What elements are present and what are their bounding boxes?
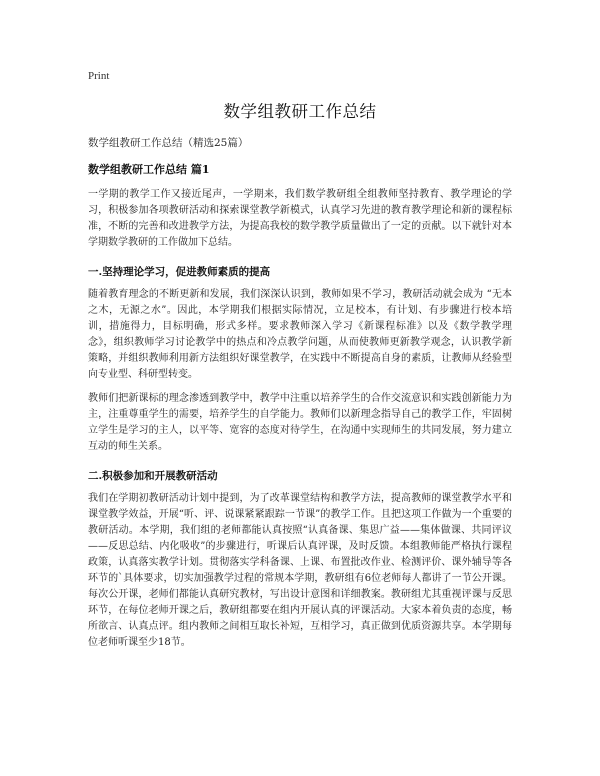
intro-paragraph: 一学期的教学工作又接近尾声，一学期来，我们数学教研组全组教师坚持教育、教学理论的学习，积极参加各项教研活动和探索课堂教学新模式，认真学习先进的教育教学理论和新的课程标准，不断的完善和改进教学方法，为提高我校的数学教学质量做出了一定的贡献。以下就针对本学期数学教研的工作做加下总结。 (88, 189, 512, 248)
section-2-paragraph-1: 我们在学期初教研活动计划中提到，为了改革课堂结构和教学方法，提高教师的课堂教学水平和课堂教学效益，开展“听、评、说课紧紧跟踪一节课”的教学工作。且把这项工作做为一个重要的教研活动。本学期，我们组的老师都能认真按照“认真备课、集思广益——集体做课、共同评议——反思总结、内化吸收”的步骤进行，听课后认真评课，及时反馈。本组教师能严格执行课程政策，认真落实教学计划。贯彻落实学科备课、上课、布置批改作业、检测评价、课外辅导等各环节的`具体要求，切实加强教学过程的常规本学期，教研组有6位老师每人都讲了一节公开课。每次公开课，老师们都能认真研究教材，写出设计意图和详细教案。教研组尤其重视评课与反思环节，在每位老师开课之后，教研组都要在组内开展认真的评课活动。大家本着负责的态度，畅所欲言、认真点评。组内教师之间相互取长补短，互相学习，真正做到优质资源共享。本学期每位老师听课至少18节。 (88, 493, 512, 648)
section-heading-1: 一.坚持理论学习，促进教师素质的提高 (88, 266, 271, 278)
page-title: 数学组教研工作总结 (223, 102, 377, 121)
section-1-paragraph-1: 随着教育理念的不断更新和发展，我们深深认识到，教师如果不学习，教研活动就会成为 “无本之木，无源之水”。因此，本学期我们根据实际情况，立足校本，有计划、有步骤进行校本培训，措施得力，目标明确，形式多样。要求教师深入学习《新课程标准》以及《数学教学理念》，组织教师学习讨论教学中的热点和冷点教学问题，从而使教师更新教学观念，认识教学新策略，并组织教师利用新方法组织好课堂教学，在实践中不断提高自身的素质，让教师从经验型向专业型、科研型转变。 (88, 289, 512, 380)
document-subtitle: 数学组教研工作总结（精选25篇） (88, 137, 249, 149)
article-heading: 数学组教研工作总结 篇1 (88, 163, 210, 176)
section-heading-2: 二.积极参加和开展教研活动 (88, 470, 218, 482)
section-1-paragraph-2: 教师们把新课标的理念渗透到教学中，教学中注重以培养学生的合作交流意识和实践创新能力为主，注重尊重学生的需要，培养学生的自学能力。教师们以新理念指导自己的教学工作，牢固树立学生是学习的主人，以平等、宽容的态度对待学生，在沟通中实现师生的共同发展，努力建立互动的师生关系。 (88, 393, 512, 452)
print-link[interactable]: Print (88, 70, 110, 82)
